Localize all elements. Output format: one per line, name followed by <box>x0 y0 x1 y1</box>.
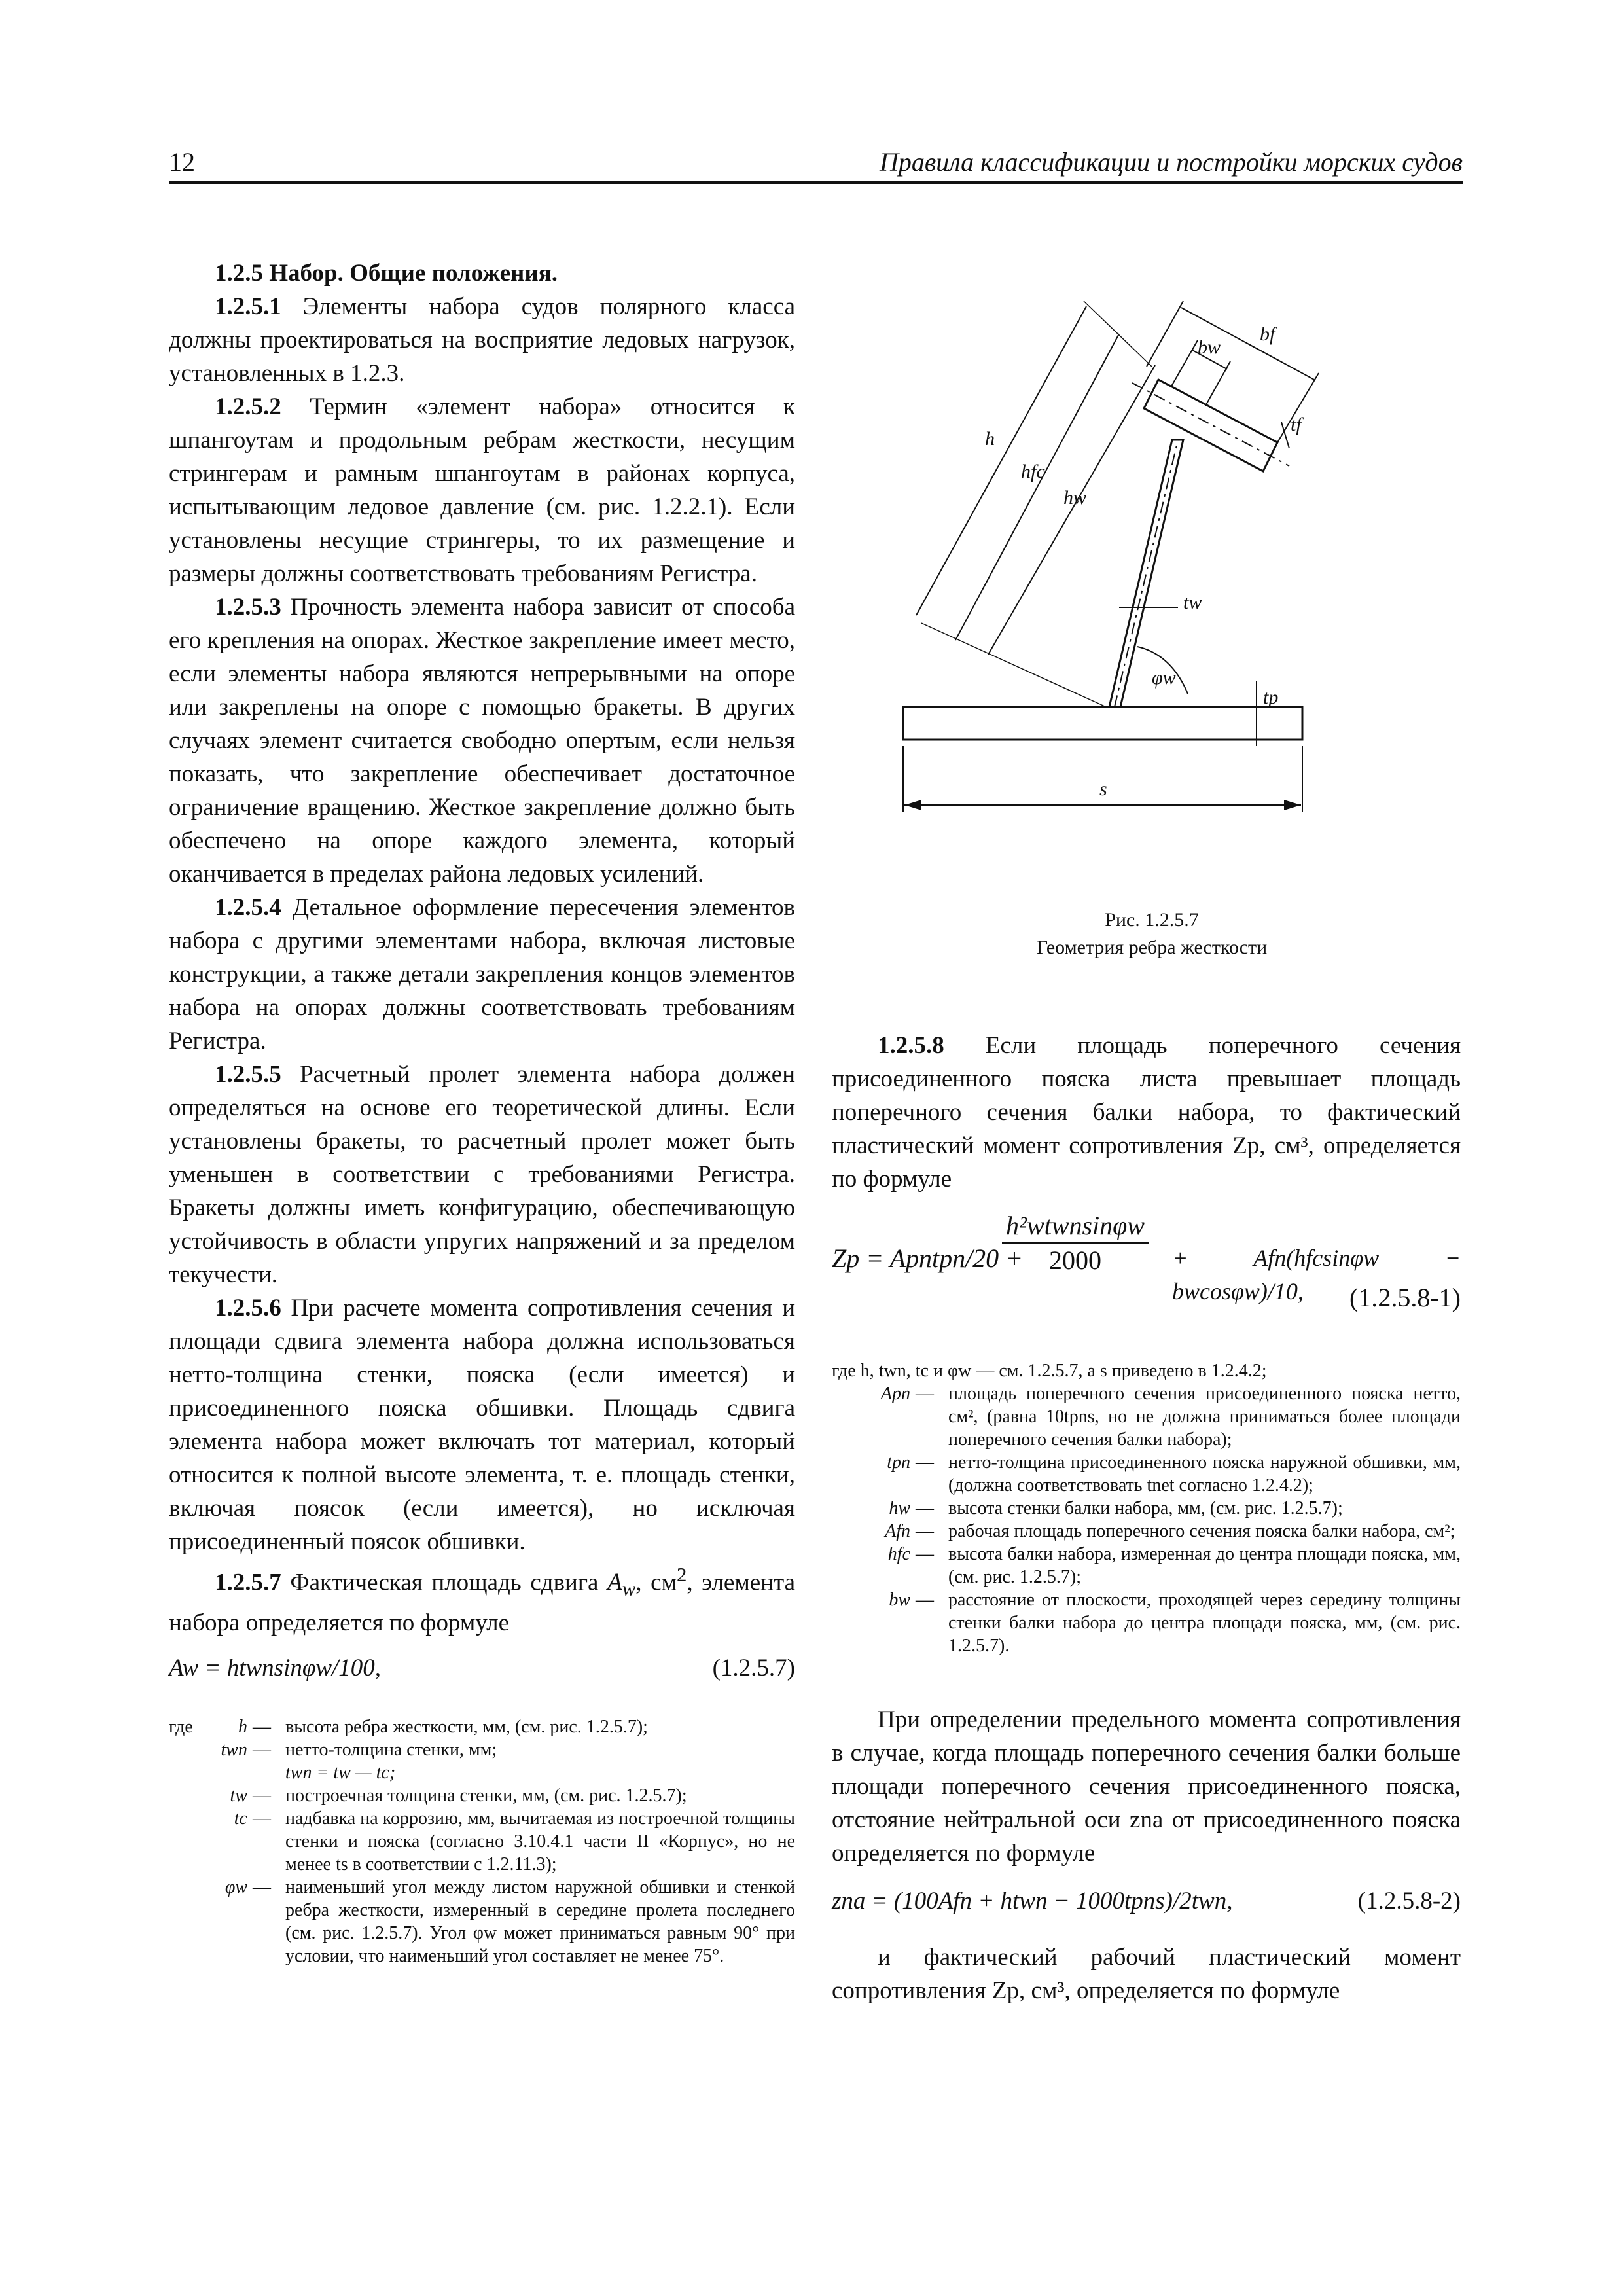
stiffener-geometry-figure <box>890 288 1335 838</box>
paragraph-1-2-5-6: 1.2.5.6 При расчете момента сопротивления сечения и площади сдвига элемента набора должна использоваться нетто-толщина стенки, пояска (если имеется) и присоединенного пояска обшивки. Площадь сдвига элемента набора может включать тот материал, который относится к полной высоте элемента, т. е. площадь стенки, включая поясок (если имеется), но исключая присоединенный поясок обшивки. <box>169 1295 795 1555</box>
definitions-right <box>832 1359 1461 1657</box>
paragraph-plastic-moment: и фактический рабочий пластический момент сопротивления Zp, см³, определяется по формуле <box>832 1944 1461 2004</box>
formula-1-2-5-7 <box>169 1651 795 1689</box>
def-row: h — высота ребра жесткости, мм, (см. рис. 1.2.5.7); <box>238 1716 648 1737</box>
definitions-left: где h — высота ребра жесткости, мм, (см. рис. 1.2.5.7); twn — нетто-толщина стенки, мм; twn = tw — tc; tw — построечная толщина стенки, мм, (см. рис. 1.2.5.7); tc — надбавка на коррозию, мм, вычитаемая из построечной толщины стенки и пояска (согласно 3.10.4.1 части II «Корпус», но не менее ts в соответствии с 1.2.11.3); φw — наименьший угол между листом наружной обшивки и стенкой ребра жесткости, измеренный в середине пролета последнего (см. рис. 1.2.5.7). Угол φw может приниматься равным 90° при условии, что наименьший угол составляет не менее 75°. <box>169 1716 795 1966</box>
formula-1-2-5-8-1 <box>832 1209 1461 1323</box>
label-hw: hw <box>1063 487 1087 509</box>
def-row: twn = tw — tc; <box>285 1762 396 1783</box>
paragraph-1-2-5-2: 1.2.5.2 Термин «элемент набора» относится к шпангоутам и продольным ребрам жесткости, несущим стрингерам и рамным шпангоутам в районах корпуса, испытывающим ледовое давление (см. рис. 1.2.2.1). Если установлены несущие стрингеры, то их размещение и размеры должны соответствовать требованиям Регистра. <box>169 393 795 587</box>
def-row: tpn — нетто-толщина присоединенного пояска наружной обшивки, мм, (должна соответствовать tnet согласно 1.2.4.2); <box>887 1452 1461 1496</box>
def-row: hfc — высота балки набора, измеренная до центра площади пояска, мм, (см. рис. 1.2.5.7); <box>887 1544 1461 1587</box>
formula-lhs: zna = (100Afn + htwn − 1000tpns)/2twn, <box>832 1888 1233 1914</box>
paragraph-1-2-5-3: 1.2.5.3 Прочность элемента набора зависит от способа его крепления на опорах. Жесткое закрепление имеет место, если элементы набора являются непрерывными на опоре или закреплены на опоре с помощью бракеты. В других случаях элемент считается свободно опертым, если нельзя показать, что закрепление обеспечивает достаточное ограничение вращению. Жесткое закрепление должно быть обеспечено на опоре каждого элемента, который оканчивается в пределах района ледовых усилений. <box>169 594 795 888</box>
label-tw: tw <box>1183 592 1202 613</box>
formula-number: (1.2.5.8-1) <box>1349 1283 1461 1312</box>
def-row: Afn — рабочая площадь поперечного сечения пояска балки набора, см²; <box>885 1521 1455 1541</box>
figure-title: Геометрия ребра жесткости <box>1036 937 1268 958</box>
paragraph-1-2-5-8: 1.2.5.8 Если площадь поперечного сечения присоединенного пояска листа превышает площадь поперечного сечения балки набора, то фактический пластический момент сопротивления Zp, см³, определяется по формуле <box>832 1032 1461 1193</box>
paragraph-1-2-5-1: 1.2.5.1 Элементы набора судов полярного класса должны проектироваться на восприятие ледовых нагрузок, установленных в 1.2.3. <box>169 293 796 387</box>
plate <box>903 707 1302 740</box>
right-column <box>832 1029 1461 2007</box>
formula-number: (1.2.5.8-2) <box>1357 1888 1461 1914</box>
figure-number: Рис. 1.2.5.7 <box>1105 909 1199 931</box>
label-bf: bf <box>1260 323 1275 345</box>
page-number: 12 <box>169 147 195 177</box>
label-tf: tf <box>1291 414 1302 435</box>
label-hfc: hfc <box>1021 461 1045 482</box>
formula-rhs: + Afn(hfcsinφw − bwcosφw)/10, <box>1172 1245 1461 1304</box>
section-title: 1.2.5 Набор. Общие положения. <box>215 260 558 287</box>
paragraph-1-2-5-4: 1.2.5.4 Детальное оформление пересечения элементов набора с другими элементами набора, включая листовые конструкции, а также детали закрепления концов элементов набора на опорах должны соответствовать требованиям Регистра. <box>169 894 796 1054</box>
paragraph-neutral-axis: При определении предельного момента сопротивления в случае, когда площадь поперечного сечения балки больше площади поперечного сечения присоединенного пояска, отстояние нейтральной оси zna от присоединенного пояска определяется по формуле <box>832 1706 1461 1867</box>
formula-1-2-5-8-2 <box>832 1884 1461 1922</box>
formula-number: (1.2.5.7) <box>712 1654 795 1681</box>
figure-caption <box>897 906 1407 961</box>
paragraph-1-2-5-5: 1.2.5.5 Расчетный пролет элемента набора должен определяться на основе его теоретической длины. Если установлены бракеты, то расчетный пролет может быть уменьшен в соответствии с требованиями Регистра. Бракеты должны иметь конфигурацию, обеспечивающую устойчивость в области упругих напряжений и за пределом текучести. <box>169 1061 796 1288</box>
left-column <box>169 257 795 1967</box>
def-row: tc — надбавка на коррозию, мм, вычитаемая из построечной толщины стенки и пояска (согласно 3.10.4.1 части II «Корпус», но не менее ts в соответствии с 1.2.11.3); <box>234 1808 795 1874</box>
label-tp: tp <box>1263 687 1279 708</box>
flange <box>1144 380 1277 471</box>
label-h: h <box>985 428 995 450</box>
label-s: s <box>1099 778 1107 800</box>
def-row: twn — нетто-толщина стенки, мм; <box>221 1739 497 1760</box>
def-row: tw — построечная толщина стенки, мм, (см. рис. 1.2.5.7); <box>230 1785 687 1806</box>
page-header <box>169 145 1463 184</box>
def-row: Apn — площадь поперечного сечения присоединенного пояска нетто, см², (равна 10tpns, но не должна приниматься более площади поперечного сечения балки набора); <box>880 1384 1461 1450</box>
def-row: hw — высота стенки балки набора, мм, (см. рис. 1.2.5.7); <box>889 1498 1343 1518</box>
def-row: φw — наименьший угол между листом наружной обшивки и стенкой ребра жесткости, измеренный в середине пролета последнего (см. рис. 1.2.5.7). Угол φw может приниматься равным 90° при условии, что наименьший угол составляет не менее 75°. <box>224 1876 795 1966</box>
running-title: Правила классификации и постройки морских судов <box>879 147 1463 177</box>
formula-fraction: h²wtwnsinφw 2000 <box>1002 1209 1149 1277</box>
paragraph-1-2-5-7: 1.2.5.7 Фактическая площадь сдвига $A_w$, $см^2$, элемента набора определяется по формуле <box>169 1564 796 1636</box>
formula-lhs: Aw = htwnsinφw/100, <box>169 1654 382 1681</box>
label-bw: bw <box>1198 336 1221 358</box>
label-phiw: φw <box>1152 667 1176 689</box>
formula-lhs: Zp = Apntpn/20 + <box>832 1244 1024 1273</box>
where-lead: где h, twn, tc и φw — см. 1.2.5.7, а s приведено в 1.2.4.2; <box>832 1361 1267 1381</box>
def-row: bw — расстояние от плоскости, проходящей через середину толщины стенки балки набора до центра площади пояска, мм, (см. рис. 1.2.5.7). <box>889 1590 1461 1656</box>
